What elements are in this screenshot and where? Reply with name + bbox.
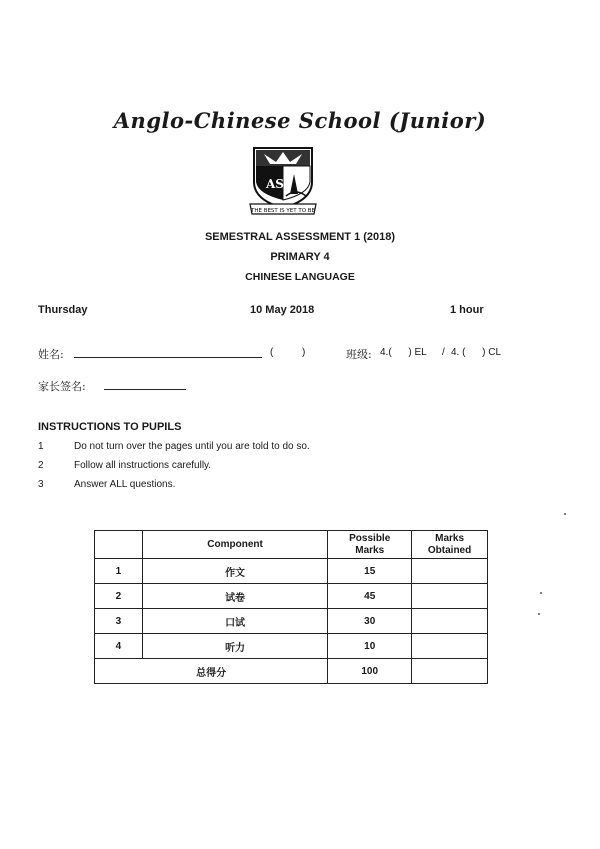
header-possible-marks: Possible Marks xyxy=(328,531,412,559)
header-component: Component xyxy=(142,531,327,559)
table-total-row xyxy=(95,659,488,684)
subject-title: CHINESE LANGUAGE xyxy=(245,271,355,283)
table-row: 3 口试 30 xyxy=(95,609,488,634)
school-name: Anglo-Chinese School (Junior) xyxy=(113,108,487,133)
marks-obtained-cell[interactable] xyxy=(412,634,488,659)
name-field[interactable] xyxy=(74,345,262,358)
instructions-heading: INSTRUCTIONS TO PUPILS xyxy=(38,421,182,433)
crest-motto: THE BEST IS YET TO BE xyxy=(250,208,316,214)
register-paren-open: ( xyxy=(270,347,274,358)
marks-obtained-cell[interactable] xyxy=(412,559,488,584)
class-el-field[interactable]: 4.( ) EL xyxy=(380,347,427,358)
header-marks-obtained: Marks Obtained xyxy=(412,531,488,559)
name-label: 姓名: xyxy=(38,348,64,361)
total-possible: 100 xyxy=(328,659,412,684)
level-title: PRIMARY 4 xyxy=(270,251,330,263)
total-label: 总得分 xyxy=(95,659,328,684)
class-separator: / xyxy=(442,347,445,358)
scan-speck xyxy=(564,513,566,515)
table-row: 1 作文 15 xyxy=(95,559,488,584)
register-paren-close: ) xyxy=(302,347,306,358)
assessment-title: SEMESTRAL ASSESSMENT 1 (2018) xyxy=(204,231,396,243)
table-row: 4 听力 10 xyxy=(95,634,488,659)
class-cl-field[interactable]: 4. ( ) CL xyxy=(451,347,502,358)
instructions-list: 1 Do not turn over the pages until you are told to do so. 2 Follow all instructions carefully. 3 Answer ALL questions. xyxy=(38,441,310,490)
class-label: 班级: xyxy=(346,348,372,361)
school-crest-logo xyxy=(246,142,320,216)
exam-day: Thursday xyxy=(38,304,88,316)
exam-date: 10 May 2018 xyxy=(250,304,315,316)
parent-signature-label: 家长签名: xyxy=(38,380,86,393)
marks-obtained-cell[interactable] xyxy=(412,609,488,634)
scan-speck xyxy=(538,613,540,615)
crest-initials: AS xyxy=(266,177,284,191)
table-row: 2 试卷 45 xyxy=(95,584,488,609)
marks-table xyxy=(94,530,488,684)
header-no xyxy=(95,531,143,559)
table-header-row xyxy=(95,531,488,559)
scan-speck xyxy=(540,592,542,594)
total-obtained-cell[interactable] xyxy=(412,659,488,684)
marks-obtained-cell[interactable] xyxy=(412,584,488,609)
parent-signature-field[interactable] xyxy=(104,377,186,390)
exam-duration: 1 hour xyxy=(450,304,484,316)
